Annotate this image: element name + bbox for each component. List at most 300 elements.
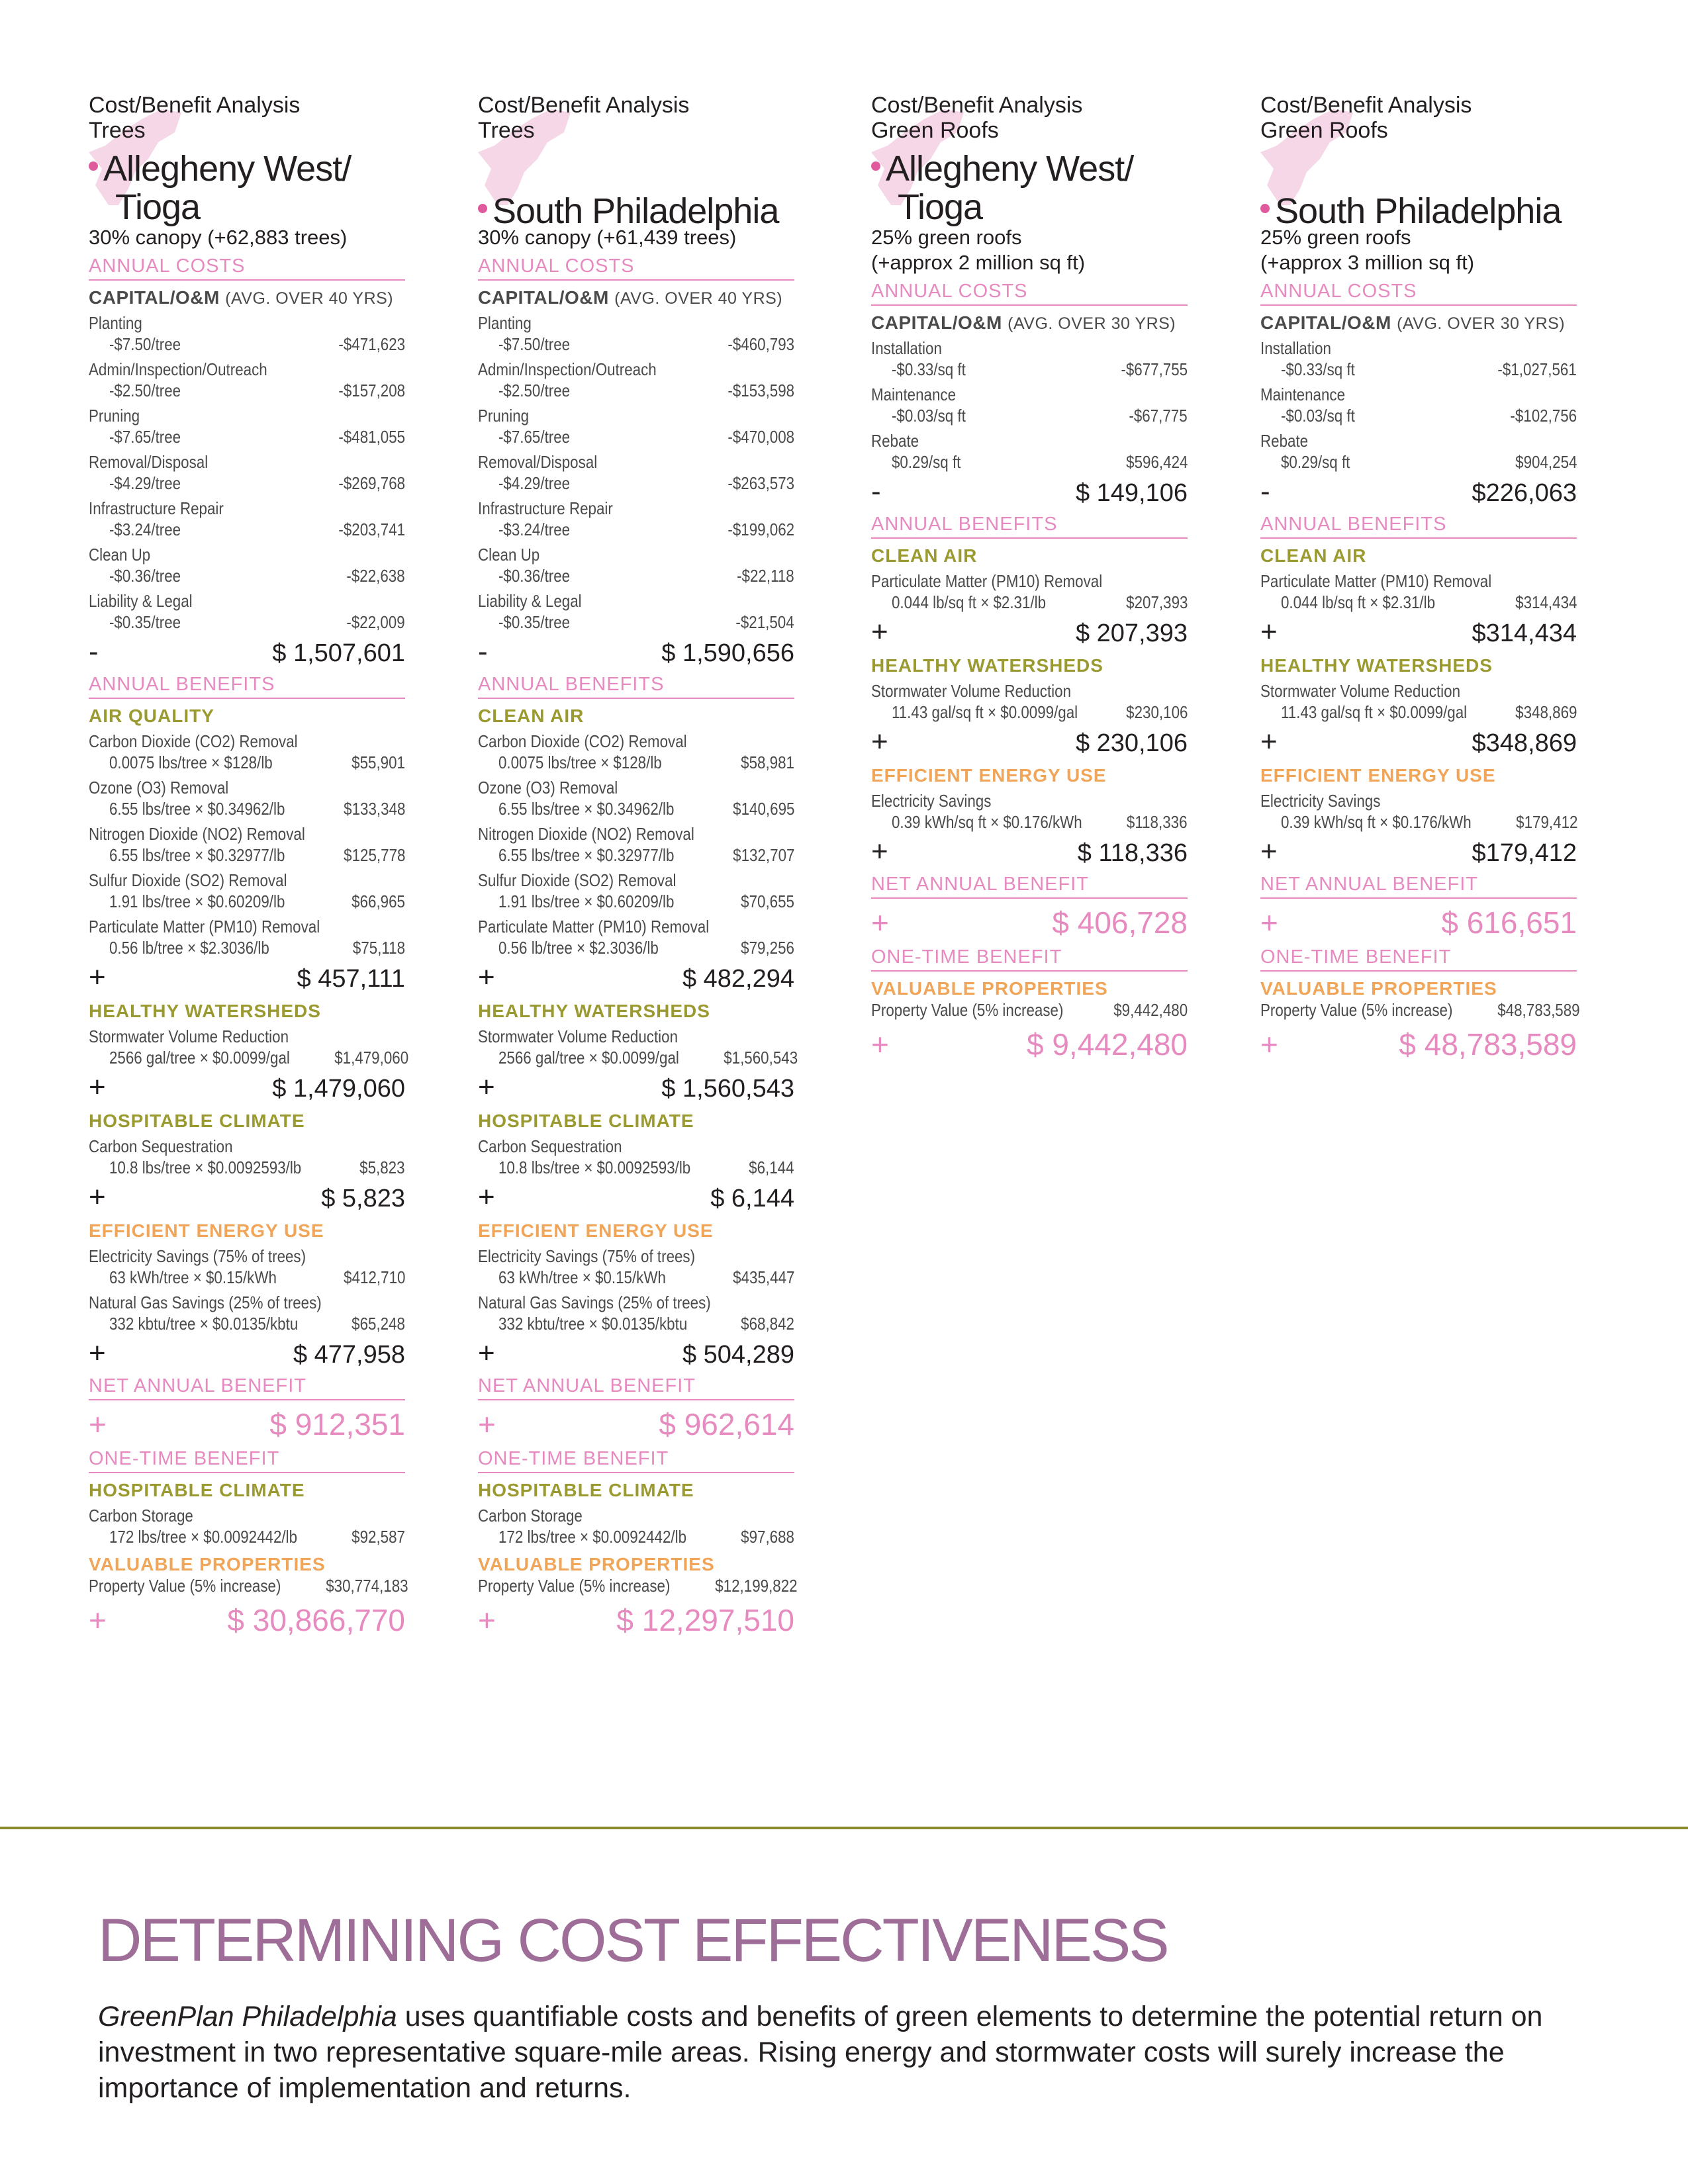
cost-item-formula: -$0.35/tree [498,612,571,632]
net-annual-benefit [871,904,1188,941]
neighborhood-line-2: Tioga [898,187,983,227]
benefit-item-formula: 10.8 lbs/tree × $0.0092593/lb [109,1158,302,1177]
benefit-item-formula: 332 kbtu/tree × $0.0135/kbtu [498,1314,688,1334]
cost-item-formula: -$0.33/sq ft [891,359,966,379]
benefit-group-total [871,727,1188,758]
annual-benefits-heading: ANNUAL BENEFITS [871,512,1188,539]
intro-paragraph [98,1999,1594,2106]
benefit-item-label: Carbon Sequestration [89,1136,233,1156]
one-time-item-label: Carbon Storage [89,1506,193,1525]
benefit-item-row [871,592,1188,613]
cost-item-formula: -$7.50/tree [498,334,571,354]
section-title: DETERMINING COST EFFECTIVENESS [98,1907,1168,1974]
cost-item-row [478,380,794,401]
benefit-group-total [478,962,794,994]
capital-avg: (AVG. OVER 40 YRS) [225,289,394,308]
benefit-total-sign: + [478,1071,495,1103]
cost-item-label: Clean Up [478,545,540,565]
capital-avg: (AVG. OVER 40 YRS) [614,289,783,308]
location-dot-icon [1260,204,1270,213]
benefit-item-row [478,798,794,819]
one-time-value: $ 30,866,770 [227,1603,405,1637]
cost-item-formula: -$4.29/tree [109,473,181,493]
benefit-item-value: $6,144 [749,1158,794,1177]
benefit-item-formula: 10.8 lbs/tree × $0.0092593/lb [498,1158,691,1177]
benefit-total-sign: + [871,725,888,758]
benefit-item-formula: 1.91 lbs/tree × $0.60209/lb [109,891,285,911]
cost-item-label: Admin/Inspection/Outreach [89,359,267,379]
benefit-item-formula: 0.0075 lbs/tree × $128/lb [498,752,662,772]
benefit-group-total [89,1072,405,1104]
benefit-item-value: $1,560,543 [724,1048,798,1068]
benefit-item-row [89,1313,405,1334]
neighborhood-line-1 [1260,192,1561,230]
benefit-total-sign: + [89,1071,106,1103]
benefit-total-sign: + [1260,835,1278,868]
column-header [1260,93,1577,231]
benefit-item-value: $79,256 [741,938,794,958]
column-header [478,93,794,231]
benefit-item-row [89,844,405,866]
benefit-item-formula: 6.55 lbs/tree × $0.32977/lb [109,845,285,865]
benefit-category: CLEAN AIR [478,705,585,726]
benefit-total-value: $ 504,289 [682,1341,794,1369]
benefit-group-total [89,1182,405,1214]
one-time-value: $ 9,442,480 [1026,1027,1188,1062]
capital-label: CAPITAL/O&M [871,312,1002,333]
benefit-item-label: Particulate Matter (PM10) Removal [1260,571,1492,591]
cost-item-formula: -$0.35/tree [109,612,181,632]
benefit-group-total [478,1338,794,1370]
cost-item-value: -$481,055 [338,427,405,447]
benefit-item-value: $118,336 [1127,812,1188,832]
benefit-item-row [1260,702,1577,723]
cost-item-formula: $0.29/sq ft [891,452,961,472]
column-roofs-south-philly [1260,93,1580,1063]
cost-item-value: -$677,755 [1121,359,1188,379]
neighborhood-line-1-text: Allegheny West/ [886,149,1134,189]
benefit-item-value: $133,348 [343,799,405,819]
benefit-item-label: Stormwater Volume Reduction [89,1026,289,1046]
one-time-item-row [89,1526,405,1547]
cost-item-value: -$471,623 [338,334,405,354]
benefit-item-label: Natural Gas Savings (25% of trees) [89,1293,322,1312]
cost-item-value: -$460,793 [727,334,794,354]
one-time-item-row [478,1526,794,1547]
benefit-item-label: Carbon Dioxide (CO2) Removal [89,731,298,751]
one-time-item-formula: 172 lbs/tree × $0.0092442/lb [109,1527,298,1547]
scenario-description: 30% canopy (+61,439 trees) [478,226,737,249]
benefit-item-formula: 1.91 lbs/tree × $0.60209/lb [498,891,675,911]
benefit-item-formula: 0.044 lb/sq ft × $2.31/lb [891,592,1047,612]
benefit-item-row [871,702,1188,723]
scenario-description-2: (+approx 2 million sq ft) [871,251,1086,274]
benefit-item-row [478,1313,794,1334]
cost-item-value: -$102,756 [1510,406,1577,426]
one-time-benefit-heading: ONE-TIME BENEFIT [871,945,1188,972]
net-annual-benefit [1260,904,1577,941]
benefit-item-row [871,811,1188,833]
cost-item-value: -$263,573 [727,473,794,493]
benefit-group-total [478,1072,794,1104]
cost-item-row [478,334,794,355]
benefit-category: HEALTHY WATERSHEDS [478,1001,710,1021]
costs-total-value: $ 1,507,601 [272,639,405,667]
benefit-category: EFFICIENT ENERGY USE [89,1220,324,1241]
benefit-item-formula: 2566 gal/tree × $0.0099/gal [498,1048,679,1068]
benefit-category: EFFICIENT ENERGY USE [1260,765,1496,786]
location-dot-icon [871,161,880,171]
one-time-item-value: $97,688 [741,1527,794,1547]
benefit-item-value: $1,479,060 [334,1048,409,1068]
benefit-item-formula: 0.56 lb/tree × $2.3036/lb [498,938,659,958]
net-annual-benefit [89,1406,405,1443]
cost-item-row [89,612,405,633]
one-time-total [89,1602,405,1639]
cost-item-row [1260,405,1577,426]
neighborhood-line-1-text: South Philadelphia [492,191,779,231]
cost-item-row [478,426,794,447]
column-header [89,93,405,225]
cost-item-row [871,451,1188,473]
one-time-item-formula: Property Value (5% increase) [871,1000,1064,1020]
benefit-total-value: $ 118,336 [1077,839,1188,867]
benefit-item-label: Electricity Savings [1260,791,1381,811]
cost-item-formula: -$3.24/tree [109,520,181,539]
analysis-title: Cost/Benefit Analysis [871,93,1083,118]
benefit-item-value: $5,823 [359,1158,405,1177]
benefit-item-value: $140,695 [732,799,794,819]
costs-total [871,477,1188,508]
one-time-category: HOSPITABLE CLIMATE [89,1480,305,1500]
cost-item-formula: -$0.03/sq ft [891,406,966,426]
benefit-item-value: $314,434 [1515,592,1577,612]
benefit-category: HOSPITABLE CLIMATE [478,1111,694,1131]
capital-label: CAPITAL/O&M [1260,312,1391,333]
cost-item-label: Maintenance [1260,385,1346,404]
costs-total-sign: - [1260,475,1270,508]
benefit-item-row [89,937,405,958]
benefit-item-row [89,1047,409,1068]
analysis-subtitle: Green Roofs [1260,118,1388,143]
scenario-description: 25% green roofs [871,226,1022,249]
cost-item-row [89,473,405,494]
cost-item-row [1260,451,1577,473]
benefit-item-formula: 6.55 lbs/tree × $0.34962/lb [498,799,675,819]
cost-item-label: Planting [478,313,532,333]
benefit-total-value: $ 482,294 [682,965,794,993]
benefit-item-value: $207,393 [1125,592,1188,612]
costs-total-value: $226,063 [1472,479,1577,507]
cost-item-formula: -$0.36/tree [109,566,181,586]
cost-item-row [89,519,405,540]
benefit-category: EFFICIENT ENERGY USE [478,1220,714,1241]
benefit-category: HEALTHY WATERSHEDS [1260,655,1493,676]
benefit-item-label: Stormwater Volume Reduction [478,1026,679,1046]
benefit-group-total [478,1182,794,1214]
annual-benefits-heading: ANNUAL BENEFITS [89,672,405,699]
one-time-item-formula: Property Value (5% increase) [1260,1000,1453,1020]
benefit-item-value: $55,901 [352,752,405,772]
capital-avg: (AVG. OVER 30 YRS) [1397,314,1566,333]
cost-item-value: $596,424 [1125,452,1188,472]
location-dot-icon [478,204,487,213]
benefit-item-row [1260,811,1577,833]
cost-item-value: -$67,775 [1129,406,1188,426]
benefit-total-value: $ 1,560,543 [661,1075,794,1103]
scenario-description-2: (+approx 3 million sq ft) [1260,251,1475,274]
cost-item-label: Clean Up [89,545,151,565]
neighborhood-name [871,150,1133,226]
net-annual-benefit [478,1406,794,1443]
cost-item-row [478,565,794,586]
net-annual-benefit-heading: NET ANNUAL BENEFIT [89,1374,405,1400]
benefit-total-value: $ 207,393 [1075,619,1188,647]
cost-item-label: Removal/Disposal [478,452,598,472]
benefit-total-value: $ 1,479,060 [272,1075,405,1103]
neighborhood-line-1 [478,192,778,230]
column-trees-south-philly [478,93,798,1639]
benefit-group-total [871,837,1188,868]
one-time-benefit-heading: ONE-TIME BENEFIT [478,1447,794,1473]
benefit-item-row [89,891,405,912]
one-time-sign: + [1260,1027,1278,1062]
column-trees-allegheny [89,93,409,1639]
cost-item-row [89,334,405,355]
net-value: $ 912,351 [269,1407,405,1441]
benefit-item-value: $125,778 [343,845,405,865]
benefit-item-label: Stormwater Volume Reduction [871,681,1072,701]
cost-item-formula: -$3.24/tree [498,520,571,539]
benefit-item-value: $179,412 [1515,812,1578,832]
cost-item-label: Installation [1260,338,1331,358]
one-time-item-row [89,1575,408,1596]
benefit-total-value: $ 457,111 [297,965,405,993]
cost-item-label: Liability & Legal [89,591,193,611]
cost-item-formula: $0.29/sq ft [1280,452,1350,472]
analysis-subtitle: Trees [89,118,146,143]
cost-item-label: Rebate [871,431,919,451]
one-time-item-formula: Property Value (5% increase) [89,1576,281,1596]
one-time-category: VALUABLE PROPERTIES [478,1554,715,1574]
one-time-total [871,1026,1188,1063]
cost-item-formula: -$0.33/sq ft [1280,359,1355,379]
section-divider [0,1827,1688,1829]
capital-om-heading [89,287,405,308]
cost-item-formula: -$7.65/tree [498,427,571,447]
benefit-item-row [478,752,794,773]
cost-item-value: -$153,598 [727,381,794,400]
cost-item-value: $904,254 [1515,452,1577,472]
annual-benefits-heading: ANNUAL BENEFITS [478,672,794,699]
one-time-total [1260,1026,1577,1063]
benefit-category: HEALTHY WATERSHEDS [89,1001,321,1021]
benefit-item-row [478,1267,794,1288]
benefit-item-label: Stormwater Volume Reduction [1260,681,1461,701]
benefit-total-sign: + [478,961,495,993]
net-annual-benefit-heading: NET ANNUAL BENEFIT [871,872,1188,899]
costs-total-sign: - [871,475,881,508]
cost-item-value: -$21,504 [735,612,794,632]
benefit-item-formula: 0.39 kWh/sq ft × $0.176/kWh [891,812,1082,832]
benefit-item-formula: 11.43 gal/sq ft × $0.0099/gal [1280,702,1468,722]
analysis-subtitle: Green Roofs [871,118,999,143]
benefit-item-label: Natural Gas Savings (25% of trees) [478,1293,711,1312]
benefit-total-sign: + [89,1337,106,1369]
costs-total-sign: - [478,635,488,668]
cost-item-value: -$203,741 [338,520,405,539]
benefit-total-sign: + [1260,725,1278,758]
benefit-item-row [478,891,794,912]
cost-item-value: -$1,027,561 [1497,359,1577,379]
benefit-item-formula: 63 kWh/tree × $0.15/kWh [109,1267,277,1287]
plan-name: GreenPlan Philadelphia [98,2001,397,2032]
benefit-item-value: $435,447 [732,1267,794,1287]
benefit-item-label: Nitrogen Dioxide (NO2) Removal [89,824,305,844]
benefit-item-value: $230,106 [1125,702,1188,722]
column-roofs-allegheny [871,93,1188,1063]
costs-total [1260,477,1577,508]
cost-item-value: -$22,118 [737,566,794,586]
location-dot-icon [89,161,98,171]
analysis-title: Cost/Benefit Analysis [89,93,301,118]
benefit-item-value: $66,965 [352,891,405,911]
benefit-group-total [89,962,405,994]
cost-item-value: -$157,208 [338,381,405,400]
benefit-item-value: $65,248 [352,1314,405,1334]
costs-total-value: $ 149,106 [1075,479,1188,507]
benefit-item-label: Electricity Savings (75% of trees) [478,1246,696,1266]
benefit-item-row [1260,592,1577,613]
benefit-category: EFFICIENT ENERGY USE [871,765,1107,786]
annual-benefits-heading: ANNUAL BENEFITS [1260,512,1577,539]
benefit-item-label: Carbon Dioxide (CO2) Removal [478,731,687,751]
one-time-item-row [1260,999,1580,1021]
capital-label: CAPITAL/O&M [478,287,609,308]
one-time-category: HOSPITABLE CLIMATE [478,1480,694,1500]
benefit-total-sign: + [478,1337,495,1369]
cost-item-value: -$470,008 [727,427,794,447]
benefit-item-formula: 332 kbtu/tree × $0.0135/kbtu [109,1314,299,1334]
benefit-category: HOSPITABLE CLIMATE [89,1111,305,1131]
net-value: $ 406,728 [1052,905,1188,940]
cost-item-row [871,359,1188,380]
neighborhood-line-1 [871,150,1133,188]
cost-item-value: -$22,638 [346,566,405,586]
one-time-value: $ 48,783,589 [1399,1027,1577,1062]
benefit-total-sign: + [1260,615,1278,648]
one-time-total [478,1602,794,1639]
one-time-item-value: $92,587 [352,1527,405,1547]
cost-item-row [478,519,794,540]
one-time-item-value: $9,442,480 [1113,1000,1188,1020]
benefit-group-total [1260,617,1577,649]
cost-item-label: Installation [871,338,942,358]
benefit-item-label: Nitrogen Dioxide (NO2) Removal [478,824,694,844]
one-time-sign: + [478,1603,496,1637]
benefit-category: AIR QUALITY [89,705,214,726]
benefit-item-formula: 0.56 lb/tree × $2.3036/lb [109,938,269,958]
cost-item-formula: -$0.36/tree [498,566,571,586]
benefit-item-label: Ozone (O3) Removal [478,778,618,797]
benefit-item-row [478,937,794,958]
one-time-value: $ 12,297,510 [616,1603,794,1637]
benefit-item-formula: 11.43 gal/sq ft × $0.0099/gal [891,702,1078,722]
benefit-total-sign: + [89,961,106,993]
one-time-benefit-heading: ONE-TIME BENEFIT [89,1447,405,1473]
cost-item-label: Maintenance [871,385,957,404]
benefit-item-label: Sulfur Dioxide (SO2) Removal [478,870,677,890]
benefit-item-value: $348,869 [1515,702,1577,722]
benefit-item-value: $70,655 [741,891,794,911]
neighborhood-name [1260,192,1561,230]
cost-item-row [1260,359,1577,380]
benefit-item-value: $412,710 [343,1267,405,1287]
benefit-category: HEALTHY WATERSHEDS [871,655,1103,676]
benefit-total-value: $348,869 [1472,729,1577,757]
benefit-total-value: $ 477,958 [293,1341,405,1369]
benefit-item-formula: 0.0075 lbs/tree × $128/lb [109,752,273,772]
benefit-item-label: Particulate Matter (PM10) Removal [871,571,1103,591]
benefit-group-total [1260,837,1577,868]
benefit-group-total [89,1338,405,1370]
cost-item-label: Planting [89,313,142,333]
net-annual-benefit-heading: NET ANNUAL BENEFIT [1260,872,1577,899]
intro-text: uses quantifiable costs and benefits of green elements to determine the potential return on investment in two representative square-mile areas. Rising energy and stormwater costs will surely increase the importance of implementation and returns. [98,2001,1543,2104]
one-time-category: VALUABLE PROPERTIES [1260,978,1497,999]
benefit-item-row [89,1157,405,1178]
annual-costs-heading: ANNUAL COSTS [478,254,794,281]
benefit-item-row [89,1267,405,1288]
cost-item-label: Rebate [1260,431,1309,451]
analysis-title: Cost/Benefit Analysis [1260,93,1472,118]
benefit-item-formula: 0.39 kWh/sq ft × $0.176/kWh [1280,812,1472,832]
neighborhood-line-2: Tioga [115,187,201,227]
benefit-item-row [89,798,405,819]
costs-total-sign: - [89,635,99,668]
benefit-item-label: Sulfur Dioxide (SO2) Removal [89,870,287,890]
net-sign: + [89,1407,107,1441]
one-time-item-row [478,1575,798,1596]
net-sign: + [1260,905,1278,940]
cost-item-formula: -$2.50/tree [498,381,571,400]
benefit-item-value: $58,981 [741,752,794,772]
benefit-item-label: Particulate Matter (PM10) Removal [89,917,320,936]
cost-item-formula: -$2.50/tree [109,381,181,400]
benefit-total-sign: + [871,835,888,868]
annual-costs-heading: ANNUAL COSTS [1260,279,1577,306]
benefit-item-formula: 2566 gal/tree × $0.0099/gal [109,1048,290,1068]
cost-item-row [478,473,794,494]
benefit-item-value: $68,842 [741,1314,794,1334]
neighborhood-line-1 [89,150,351,188]
cost-item-row [871,405,1188,426]
capital-om-heading [478,287,794,308]
benefit-item-label: Particulate Matter (PM10) Removal [478,917,710,936]
cost-item-formula: -$7.65/tree [109,427,181,447]
capital-om-heading [1260,312,1577,334]
neighborhood-line-1-text: South Philadelphia [1275,191,1562,231]
net-sign: + [478,1407,496,1441]
capital-avg: (AVG. OVER 30 YRS) [1008,314,1176,333]
cost-item-label: Infrastructure Repair [478,498,613,518]
net-sign: + [871,905,889,940]
one-time-sign: + [89,1603,107,1637]
scenario-description: 25% green roofs [1260,226,1411,249]
cost-item-value: -$269,768 [338,473,405,493]
benefit-total-sign: + [478,1181,495,1213]
one-time-benefit-heading: ONE-TIME BENEFIT [1260,945,1577,972]
